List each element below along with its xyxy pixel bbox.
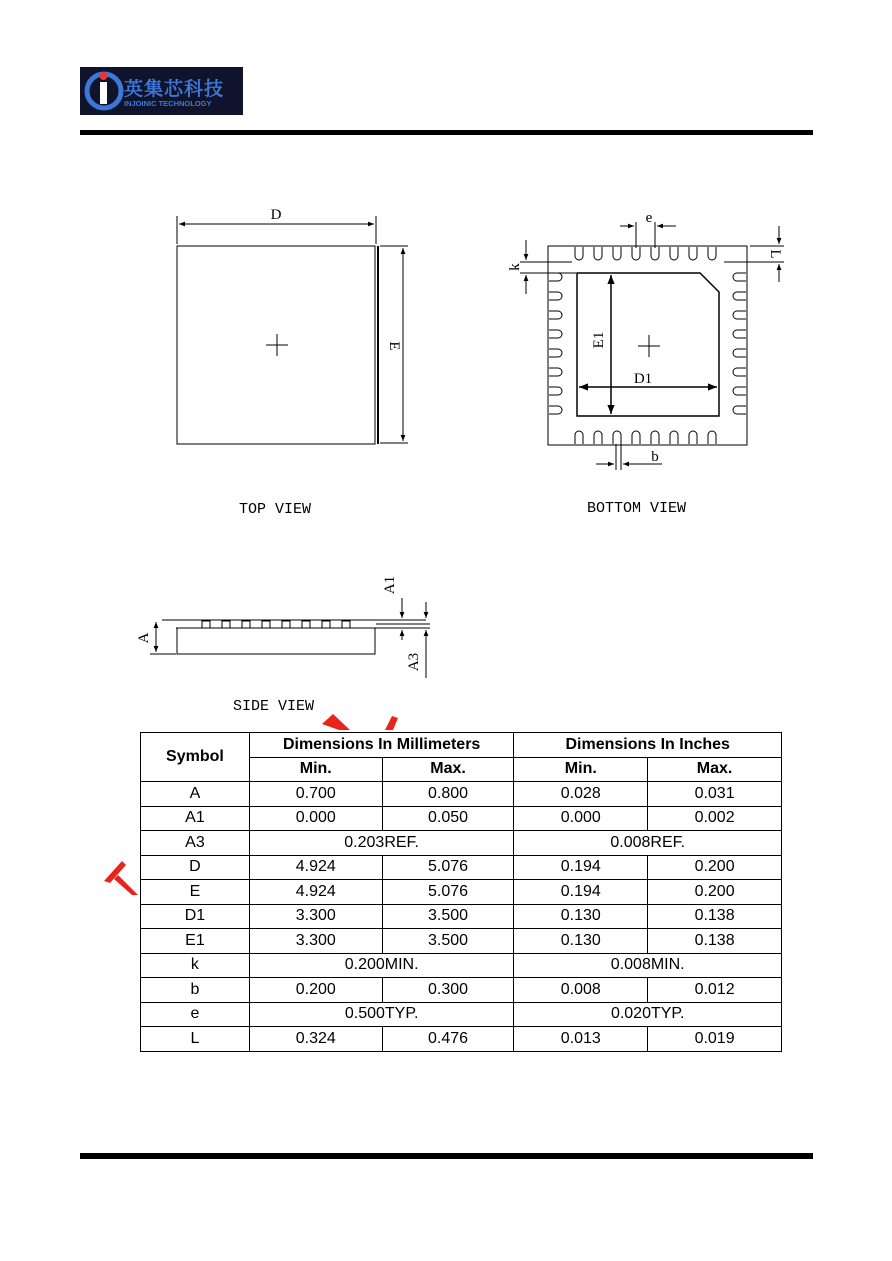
table-row	[141, 929, 782, 954]
red-marking-left	[100, 855, 145, 900]
mm-max-cell: 3.500	[382, 929, 514, 954]
side-view	[150, 598, 430, 678]
in-ref-cell: 0.020TYP.	[514, 1002, 782, 1027]
dim-E-label: E	[386, 341, 402, 351]
mm-ref-cell: 0.203REF.	[249, 831, 514, 856]
symbol-cell: D	[141, 855, 250, 880]
dim-A3-label: A3	[406, 652, 422, 672]
in-ref-cell: 0.008REF.	[514, 831, 782, 856]
in-min-cell: 0.013	[514, 1027, 648, 1052]
dimensions-table	[140, 732, 782, 1052]
in-min-cell: 0.008	[514, 978, 648, 1003]
mm-max-header: Max.	[382, 757, 514, 782]
in-max-cell: 0.138	[648, 904, 782, 929]
in-max-header: Max.	[648, 757, 782, 782]
mm-min-cell: 4.924	[249, 880, 382, 905]
mm-ref-cell: 0.200MIN.	[249, 953, 514, 978]
left-pads	[549, 273, 562, 414]
symbol-cell: b	[141, 978, 250, 1003]
dim-b-label: b	[651, 449, 659, 465]
side-view-label: SIDE VIEW	[233, 698, 315, 715]
bottom-pads	[575, 431, 716, 444]
mm-max-cell: 3.500	[382, 904, 514, 929]
dim-k-label: k	[507, 263, 523, 271]
symbol-cell: D1	[141, 904, 250, 929]
table-row	[141, 831, 782, 856]
dim-A-label: A	[136, 632, 152, 644]
logo-english-name: INJOINIC TECHNOLOGY	[124, 99, 212, 108]
symbol-header: Symbol	[141, 733, 250, 782]
top-view-label: TOP VIEW	[239, 501, 312, 518]
in-min-cell: 0.130	[514, 904, 648, 929]
mm-min-cell: 4.924	[249, 855, 382, 880]
mm-max-cell: 5.076	[382, 880, 514, 905]
right-pads	[733, 273, 746, 414]
table-row	[141, 978, 782, 1003]
table-row	[141, 1027, 782, 1052]
in-min-cell: 0.194	[514, 855, 648, 880]
mm-min-cell: 3.300	[249, 904, 382, 929]
red-markings	[322, 714, 398, 730]
logo-chinese-name: 英集芯科技	[124, 78, 225, 100]
dim-D-label: D	[270, 207, 282, 223]
in-min-cell: 0.194	[514, 880, 648, 905]
bottom-view	[520, 222, 784, 470]
dim-D1-label: D1	[633, 371, 653, 387]
mm-ref-cell: 0.500TYP.	[249, 1002, 514, 1027]
mm-max-cell: 0.050	[382, 806, 514, 831]
in-max-cell: 0.019	[648, 1027, 782, 1052]
table-row	[141, 855, 782, 880]
symbol-cell: A	[141, 782, 250, 807]
dim-A1-label: A1	[382, 575, 398, 595]
table-row	[141, 953, 782, 978]
symbol-cell: k	[141, 953, 250, 978]
mm-max-cell: 0.476	[382, 1027, 514, 1052]
top-view	[177, 216, 408, 444]
in-min-cell: 0.130	[514, 929, 648, 954]
dim-L-label: L	[767, 249, 783, 259]
in-max-cell: 0.031	[648, 782, 782, 807]
symbol-cell: L	[141, 1027, 250, 1052]
mm-min-cell: 3.300	[249, 929, 382, 954]
mm-max-cell: 5.076	[382, 855, 514, 880]
mm-min-header: Min.	[249, 757, 382, 782]
mm-max-cell: 0.300	[382, 978, 514, 1003]
bottom-view-label: BOTTOM VIEW	[587, 500, 687, 517]
in-min-cell: 0.000	[514, 806, 648, 831]
in-min-header: Min.	[514, 757, 648, 782]
side-leads	[202, 621, 350, 628]
dim-E1-label: E1	[591, 331, 607, 349]
in-max-cell: 0.138	[648, 929, 782, 954]
in-ref-cell: 0.008MIN.	[514, 953, 782, 978]
table-row	[141, 1002, 782, 1027]
dim-e-label: e	[645, 210, 653, 226]
mm-max-cell: 0.800	[382, 782, 514, 807]
in-max-cell: 0.012	[648, 978, 782, 1003]
in-min-cell: 0.028	[514, 782, 648, 807]
in-max-cell: 0.002	[648, 806, 782, 831]
table-row	[141, 782, 782, 807]
mm-min-cell: 0.324	[249, 1027, 382, 1052]
in-max-cell: 0.200	[648, 855, 782, 880]
footer-rule	[80, 1153, 813, 1159]
mm-min-cell: 0.200	[249, 978, 382, 1003]
mm-group-header: Dimensions In Millimeters	[249, 733, 514, 758]
symbol-cell: E	[141, 880, 250, 905]
top-pads	[575, 247, 716, 260]
symbol-cell: e	[141, 1002, 250, 1027]
table-row	[141, 880, 782, 905]
table-row	[141, 904, 782, 929]
table-header-row	[141, 733, 782, 758]
mm-min-cell: 0.000	[249, 806, 382, 831]
symbol-cell: E1	[141, 929, 250, 954]
in-max-cell: 0.200	[648, 880, 782, 905]
symbol-cell: A1	[141, 806, 250, 831]
mm-min-cell: 0.700	[249, 782, 382, 807]
in-group-header: Dimensions In Inches	[514, 733, 782, 758]
symbol-cell: A3	[141, 831, 250, 856]
table-row	[141, 806, 782, 831]
